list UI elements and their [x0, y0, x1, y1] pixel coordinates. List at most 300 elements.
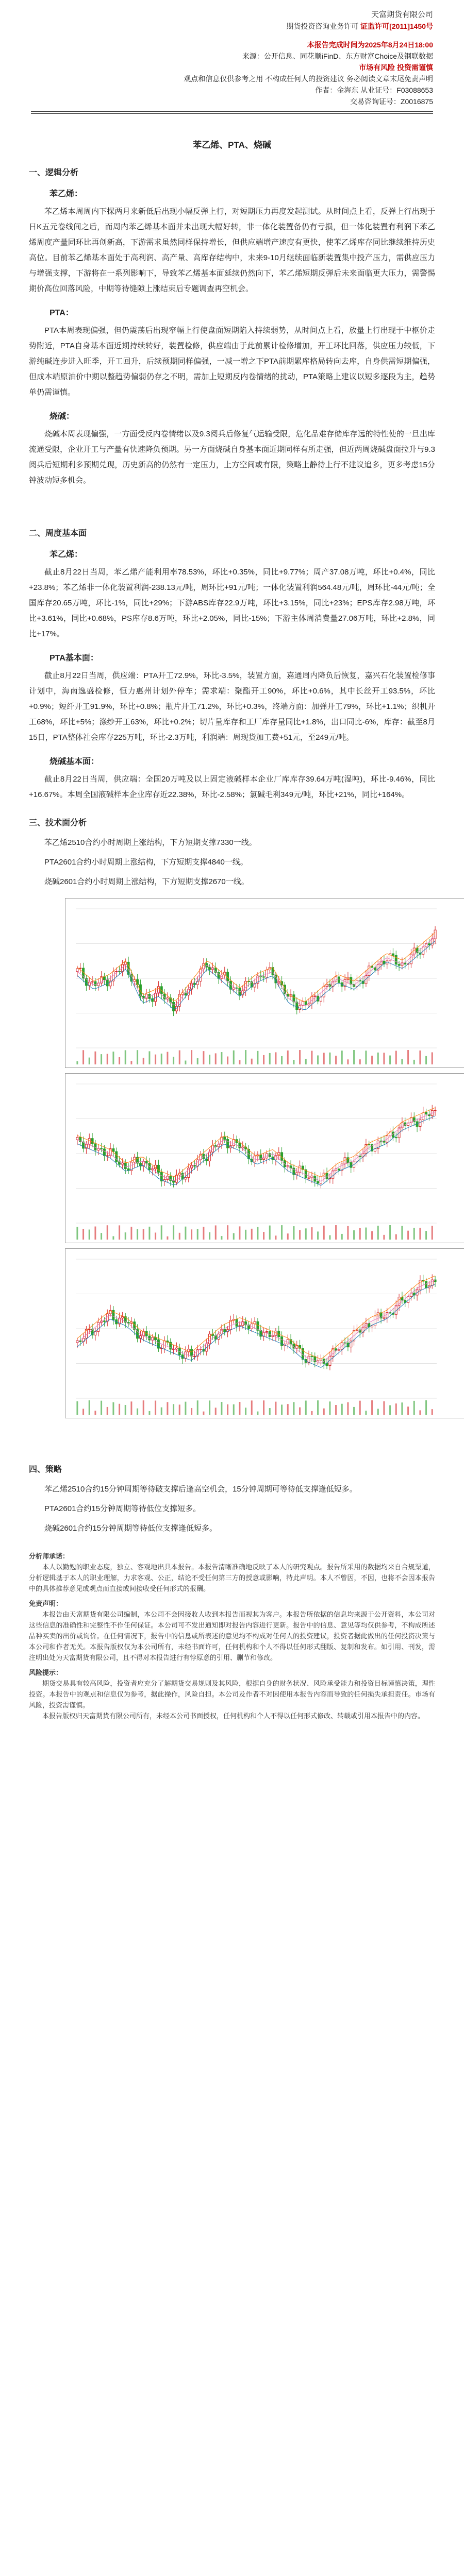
volume-bar — [112, 1236, 114, 1240]
volume-bar — [245, 1230, 246, 1240]
volume-bar — [197, 1229, 198, 1240]
candle-body — [112, 1149, 114, 1152]
volume-bar — [353, 1407, 355, 1415]
risk-warning-head: 风险提示： — [29, 1669, 63, 1676]
candle-body — [200, 969, 202, 981]
volume-bar — [245, 1408, 246, 1415]
volume-bar — [101, 1233, 102, 1240]
volume-bar — [335, 1056, 337, 1064]
candle-body — [76, 969, 78, 971]
volume-bar — [251, 1059, 253, 1064]
volume-bar — [329, 1235, 330, 1240]
volume-bar — [413, 1060, 415, 1064]
volume-bar — [269, 1226, 271, 1240]
candle-body — [193, 1165, 195, 1166]
candle-body — [260, 1330, 262, 1336]
candle-body — [233, 1140, 235, 1146]
volume-bar — [347, 1402, 349, 1415]
candle-body — [296, 1173, 298, 1175]
candle-body — [124, 962, 126, 964]
data-sources: 来源：公开信息、同花顺iFinD、东方财富Choice及钢联数据 — [242, 52, 433, 60]
volume-bar — [305, 1228, 307, 1240]
market-risk-warning: 市场有风险 投资需谨慎 — [359, 63, 433, 72]
candle-body — [209, 1334, 211, 1344]
volume-bar — [419, 1050, 421, 1064]
volume-bar — [377, 1409, 379, 1415]
volume-bar — [173, 1057, 174, 1064]
licence-row — [31, 21, 433, 32]
strategy-line-styrene: 苯乙烯2510合约15分钟周期等待破支撑后逢高空机会，15分钟周期可等待低支撑逢低短多。 — [44, 1485, 357, 1494]
candle-body — [88, 1139, 90, 1144]
volume-bar — [401, 1226, 403, 1240]
volume-bar — [432, 1226, 433, 1240]
candle-body — [398, 964, 400, 965]
volume-bar — [148, 1411, 150, 1415]
volume-bar — [137, 1229, 138, 1240]
candle-body — [88, 1329, 90, 1330]
candle-body — [121, 1317, 123, 1318]
volume-bar — [221, 1402, 222, 1415]
volume-bar — [185, 1227, 186, 1240]
consult-licence-line: 交易咨询证号：Z0016875 — [350, 97, 433, 106]
section-weekly-title: 二、周度基本面 — [29, 529, 87, 538]
candle-body — [224, 1329, 226, 1332]
volume-bar — [76, 1227, 78, 1240]
candle-body — [431, 1280, 433, 1285]
volume-bar — [371, 1400, 373, 1415]
volume-bar — [287, 1404, 289, 1415]
volume-bar — [311, 1227, 312, 1240]
candle-body — [338, 977, 340, 982]
candle-body — [395, 955, 397, 964]
volume-bar — [401, 1059, 403, 1064]
volume-bar — [432, 1053, 433, 1064]
volume-bar — [389, 1225, 391, 1240]
candle-body — [221, 1137, 223, 1144]
volume-bar — [119, 1404, 120, 1415]
volume-bar — [365, 1050, 367, 1064]
candle-body — [425, 1281, 427, 1288]
volume-bar — [287, 1233, 289, 1240]
volume-bar — [203, 1227, 204, 1240]
volume-bar — [395, 1051, 397, 1064]
volume-bar — [191, 1408, 192, 1415]
volume-bar — [263, 1400, 264, 1415]
logic-styrene-text: 苯乙烯本周周内下探两月来新低后出现小幅反弹上行，对短期压力再度发起测试。从时间点上看，反弹上行出现于日K五元卷线间之后，而周内苯乙烯基本面并未出现大幅好转，非一体化装置备仍有亏损，但一体化装置有利润下苯乙烯周度产量同环比再创新高，下游需求虽然同样保持增长，但供应端增产速度有更快，使苯乙烯库存同比继续维持历史高位。目前苯乙烯基本面处于高利润、高产量、高库存结构中，未来9-10月继续面临新装置集中投产压力，需供应压力与增强支撑，下游将在一系列影响下，导致苯乙烯基本面延续仍然向下，苯乙烯短期反弹后未来面临更大压力，需警惕期价高位回落风险，中期等待缝隙上涨结束后专题调查再空机会。 — [29, 207, 435, 293]
disclaimer-head: 免责声明： — [29, 1600, 63, 1607]
volume-bar — [365, 1228, 367, 1240]
volume-bar — [221, 1236, 222, 1240]
volume-bar — [215, 1225, 217, 1240]
volume-bar — [82, 1050, 84, 1064]
volume-bar — [245, 1050, 246, 1064]
volume-bar — [281, 1225, 283, 1240]
candle-body — [91, 1139, 93, 1144]
volume-bar — [425, 1400, 427, 1415]
section-tech-title: 三、技术面分析 — [29, 819, 87, 827]
volume-bar — [293, 1226, 294, 1240]
header-divider — [31, 111, 433, 112]
header-divider-secondary — [31, 113, 433, 114]
candle-body — [419, 1280, 421, 1290]
volume-bar — [335, 1225, 337, 1240]
volume-bar — [233, 1404, 235, 1415]
volume-bar — [179, 1050, 180, 1064]
candle-body — [266, 1331, 268, 1332]
candle-body — [94, 981, 96, 986]
volume-bar — [112, 1052, 114, 1064]
candle-body — [124, 1163, 126, 1168]
tech-line-styrene: 苯乙烯2510合约小时周期上涨结构，下方短期支撑7330一线。 — [44, 838, 257, 847]
candle-body — [320, 1177, 322, 1183]
volume-bar — [329, 1053, 330, 1064]
volume-bar — [377, 1226, 379, 1240]
soda-candlestick-chart — [65, 1248, 464, 1418]
candle-body — [119, 971, 121, 972]
candle-body — [233, 988, 235, 989]
strategy-line-pta: PTA2601合约15分钟周期等待低位支撑短多。 — [44, 1504, 201, 1513]
candle-body — [368, 1144, 370, 1145]
candle-body — [263, 1158, 265, 1160]
volume-bar — [161, 1054, 162, 1064]
candle-body — [209, 967, 211, 970]
volume-bar — [401, 1402, 403, 1415]
logic-pta-head: PTA： — [49, 309, 74, 317]
candle-body — [145, 1161, 147, 1163]
volume-bar — [155, 1232, 156, 1240]
volume-bar — [148, 1051, 150, 1064]
volume-bar — [130, 1061, 132, 1064]
volume-bar — [323, 1226, 325, 1240]
volume-bar — [329, 1401, 330, 1415]
volume-bar — [269, 1053, 271, 1064]
volume-bar — [263, 1055, 264, 1064]
weekly-soda-text: 截止8月22日当周，供应端：全国20万吨及以上固定液碱样本企业厂库库存39.64万吨(湿吨)，环比-9.46%，同比+16.67%。本周全国液碱样本企业库存近22.38%，环比-2.58%；氯碱毛利349元/吨，环比+21%，同比+164%。 — [29, 775, 435, 799]
candle-body — [76, 1137, 78, 1140]
volume-bar — [143, 1400, 144, 1415]
volume-bar — [432, 1409, 433, 1415]
volume-bar — [215, 1408, 217, 1415]
volume-bar — [215, 1053, 217, 1064]
candle-body — [308, 1004, 310, 1005]
volume-bar — [359, 1401, 361, 1415]
volume-bar — [209, 1400, 210, 1415]
copyright-text: 本报告版权归天富期货有限公司所有，未经本公司书面授权，任何机构和个人不得以任何形式修改、转载或引用本报告中的内容。 — [42, 1712, 425, 1720]
volume-bar — [137, 1409, 138, 1415]
candle-body — [428, 944, 430, 945]
tech-line-soda: 烧碱2601合约小时周期上涨结构，下方短期支撑2670一线。 — [44, 877, 249, 886]
analyst-commitment-head: 分析师承诺： — [29, 1552, 70, 1560]
candle-body — [185, 1352, 187, 1359]
volume-bar — [341, 1050, 343, 1064]
volume-bar — [101, 1054, 102, 1064]
volume-bar — [299, 1230, 301, 1240]
candle-body — [317, 1181, 319, 1183]
volume-bar — [407, 1231, 409, 1240]
styrene-candlestick-chart — [65, 898, 464, 1068]
volume-bar — [239, 1402, 240, 1415]
volume-bar — [82, 1229, 84, 1240]
pta-chart-svg — [65, 1074, 464, 1244]
volume-bar — [161, 1225, 162, 1240]
candle-body — [434, 1110, 436, 1111]
volume-bar — [137, 1050, 138, 1064]
volume-bar — [89, 1400, 90, 1415]
volume-bar — [395, 1234, 397, 1240]
candle-body — [350, 1163, 352, 1168]
section-strategy-title: 四、策略 — [29, 1465, 62, 1474]
candle-body — [82, 1142, 85, 1148]
candle-body — [344, 1158, 346, 1164]
volume-bar — [407, 1406, 409, 1415]
volume-bar — [347, 1059, 349, 1064]
volume-bar — [269, 1408, 271, 1415]
candle-body — [148, 1336, 151, 1340]
section-logic-title: 一、逻辑分析 — [29, 168, 79, 177]
weekly-pta-head: PTA基本面： — [49, 654, 98, 663]
volume-bar — [107, 1225, 108, 1240]
volume-bar — [221, 1052, 222, 1064]
candle-body — [137, 979, 139, 985]
volume-bar — [125, 1405, 126, 1415]
candle-body — [193, 1356, 195, 1357]
volume-bar — [130, 1401, 132, 1415]
candle-body — [101, 1148, 103, 1149]
candle-body — [227, 1140, 229, 1148]
risk-warning-text: 期货交易具有较高风险，投资者应充分了解期货交易规则及其风险，根据自身的财务状况、风险承受能力和投资目标谨慎决策，理性投资。本报告中的观点和信息仅为参考，据此操作，风险自担。本公司及作者不对因使用本报告内容而导致的任何损失承担责任。市场有风险，投资需谨慎。 — [29, 1680, 435, 1709]
volume-bar — [425, 1056, 427, 1064]
strategy-line-soda: 烧碱2601合约15分钟周期等待低位支撑逢低短多。 — [44, 1524, 218, 1533]
volume-bar — [203, 1051, 204, 1064]
volume-bar — [359, 1059, 361, 1064]
volume-bar — [143, 1058, 144, 1064]
volume-bar — [89, 1230, 90, 1240]
volume-bar — [365, 1411, 367, 1415]
volume-bar — [179, 1233, 180, 1240]
licence-number: 证监许可[2011]1450号 — [360, 22, 433, 30]
volume-bar — [94, 1411, 96, 1415]
moving-average-line — [77, 933, 435, 1002]
volume-bar — [275, 1052, 276, 1064]
weekly-soda-head: 烧碱基本面： — [49, 757, 100, 766]
volume-bar — [323, 1409, 325, 1415]
volume-bar — [107, 1054, 108, 1064]
volume-bar — [143, 1229, 144, 1240]
soda-chart-svg — [65, 1249, 464, 1419]
volume-bar — [317, 1400, 319, 1415]
logic-soda-head: 烧碱： — [49, 412, 75, 421]
volume-bar — [419, 1410, 421, 1415]
volume-bar — [389, 1056, 391, 1064]
volume-bar — [119, 1057, 120, 1064]
volume-bar — [425, 1231, 427, 1240]
candle-body — [242, 1147, 244, 1148]
volume-bar — [209, 1232, 210, 1240]
volume-bar — [263, 1232, 264, 1240]
weekly-styrene-text: 截止8月22日当周，苯乙烯产能利用率78.53%，环比+0.35%，同比+9.77%；周产37.08万吨，环比+0.4%，同比+23.8%；苯乙烯非一体化装置利润-238.13元/吨，周环比+91元/吨；一体化装置利润564.48元/吨，周环比-44元/吨；全国库存20.65万吨，环比-1%，同比+29%；下游ABS库存22.9万吨，环比+3.15%，同比+23%；EPS库存2.98万吨，环比+3.61%，同比+0.68%，PS库存8.6万吨，环比+2.05%，同比-15%；下游主体周消费量27.06万吨，环比+2.8%，同比+17%。 — [29, 568, 435, 638]
candle-body — [410, 954, 412, 964]
candle-body — [115, 1151, 118, 1162]
volume-bar — [317, 1056, 319, 1064]
candle-body — [163, 1341, 165, 1348]
disclaimer-notice: 观点和信息仅供参考之用 不构成任何人的投资建议 务必阅读文章末尾免责声明 — [184, 75, 433, 83]
licence-prefix: 期货投资咨询业务许可 — [286, 22, 359, 30]
volume-bar — [281, 1056, 283, 1064]
volume-bar — [359, 1228, 361, 1240]
candle-body — [356, 1156, 358, 1162]
volume-bar — [341, 1404, 343, 1415]
candle-body — [350, 977, 352, 985]
disclaimer-block — [29, 1551, 435, 1721]
volume-bar — [293, 1060, 294, 1064]
volume-bar — [371, 1056, 373, 1064]
volume-bar — [275, 1402, 276, 1415]
volume-bar — [167, 1052, 168, 1064]
chart-area — [65, 898, 435, 1418]
volume-bar — [167, 1402, 168, 1415]
volume-bar — [287, 1050, 289, 1064]
volume-bar — [209, 1055, 210, 1064]
volume-bar — [155, 1401, 156, 1415]
candle-body — [392, 954, 394, 955]
candle-body — [196, 981, 198, 985]
volume-bar — [148, 1227, 150, 1240]
volume-bar — [197, 1058, 198, 1064]
volume-bar — [389, 1405, 391, 1415]
volume-bar — [119, 1225, 120, 1240]
volume-bar — [353, 1050, 355, 1064]
candle-body — [175, 1348, 177, 1349]
volume-bar — [413, 1228, 415, 1240]
volume-bar — [299, 1050, 301, 1064]
styrene-chart-svg — [65, 899, 464, 1069]
volume-bar — [125, 1232, 126, 1240]
volume-bar — [257, 1227, 258, 1240]
document-title: 苯乙烯、PTA、烧碱 — [193, 140, 271, 150]
candle-body — [103, 977, 105, 980]
volume-bar — [371, 1231, 373, 1240]
candle-body — [155, 1337, 157, 1340]
volume-bar — [251, 1400, 253, 1415]
volume-bar — [107, 1407, 108, 1415]
weekly-styrene-head: 苯乙烯： — [49, 550, 83, 559]
candle-body — [308, 1356, 310, 1362]
candle-body — [103, 1149, 105, 1156]
report-body — [0, 166, 464, 1721]
publish-time: 本报告完成时间为2025年8月24日18:00 — [307, 41, 433, 49]
volume-bar — [203, 1412, 204, 1415]
volume-bar — [167, 1236, 168, 1240]
tech-line-pta: PTA2601合约小时周期上涨结构，下方短期支撑4840一线。 — [44, 858, 248, 867]
volume-bar — [395, 1403, 397, 1415]
candle-body — [338, 1169, 340, 1171]
volume-bar — [161, 1408, 162, 1415]
candle-body — [425, 1112, 427, 1114]
weekly-pta-text: 截止8月22日当周，供应端：PTA开工72.9%，环比-3.5%，装置方面，嘉通周内降负后恢复，嘉兴石化装置检修事计划中，海南逸盛检修，恒力惠州计划外停车；需求端：聚酯开工90%，环比+0.6%，其中长丝开工93.5%，环比+0.9%；短纤开工91.9%，环比+0.8%；瓶片开工71.2%，环比+0.3%，终端方面：加弹开工79%，环比+1.1%；织机开工68%，环比+5%；涤纱开工63%，环比+0.2%；切片量库存和工厂库存量同比+1.8%，出口同比-6%，库存：截至8月15日，PTA整体社会库存225万吨，环比-2.3万吨，利润端：周现货加工费+51元，至249元/吨。 — [29, 671, 435, 742]
volume-bar — [335, 1405, 337, 1415]
report-header — [0, 0, 464, 107]
volume-bar — [173, 1225, 174, 1240]
volume-bar — [281, 1404, 283, 1415]
candle-body — [419, 1120, 421, 1127]
candle-body — [173, 1003, 175, 1011]
volume-bar — [311, 1411, 312, 1415]
volume-bar — [191, 1050, 192, 1064]
logic-soda-text: 烧碱本周表现偏强，一方面受反内卷情绪以及9.3阅兵后修复气运输受限，危化品难存储库存远的特性使的一旦出库流通受限，企业开工与产量有快速降负预期。另一方面烧碱自身基本面近期同样有所走强，但近两周烧碱盘面拉升与9.3阅兵后短期利多预期兑现，历史新高的仍然有一定压力，上方空间或有限，策略上静待上行不建议追多，更多考虑15分钟波动短多机会。 — [29, 430, 435, 485]
pta-candlestick-chart — [65, 1073, 464, 1243]
volume-bar — [383, 1401, 385, 1415]
volume-bar — [353, 1230, 355, 1240]
author-line: 作者：金海东 从业证号：F03088653 — [315, 86, 433, 94]
volume-bar — [155, 1055, 156, 1064]
volume-bar — [317, 1231, 319, 1240]
volume-bar — [407, 1050, 409, 1064]
candle-body — [371, 1326, 373, 1327]
candle-body — [91, 981, 93, 982]
volume-bar — [101, 1401, 102, 1415]
volume-bar — [94, 1227, 96, 1240]
candle-body — [157, 1165, 159, 1172]
volume-bar — [251, 1229, 253, 1240]
candle-body — [305, 1002, 307, 1005]
volume-bar — [76, 1401, 78, 1415]
candle-body — [79, 968, 81, 969]
candle-body — [242, 1321, 244, 1326]
volume-bar — [227, 1225, 228, 1240]
volume-bar — [383, 1235, 385, 1240]
volume-bar — [227, 1404, 228, 1415]
candle-body — [224, 1137, 226, 1139]
volume-bar — [227, 1057, 228, 1064]
company-name: 天富期货有限公司 — [371, 10, 433, 19]
volume-bar — [233, 1233, 235, 1240]
volume-bar — [94, 1052, 96, 1064]
logic-styrene-head: 苯乙烯： — [49, 190, 83, 198]
candle-body — [185, 1177, 187, 1179]
volume-bar — [305, 1401, 307, 1415]
volume-bar — [191, 1229, 192, 1240]
volume-bar — [89, 1058, 90, 1064]
disclaimer-text: 本报告由天富期货有限公司编制，本公司不会因接收人收到本报告而视其为客户。本报告所依据的信息均来源于公开资料，本公司对这些信息的准确性和完整性不作任何保证。本公司可不发出通知即对报告内容进行更新。报告中的信息、意见等均仅供参考，不构成所述品种买卖的出价或询价。在任何情况下，报告中的信息或所表述的意见均不构成对任何人的投资建议，投资者据此做出的任何投资决策与本公司和作者无关。本报告版权仅为本公司所有，未经书面许可，任何机构和个人不得以任何形式翻版、复制和发布。如引用、刊发，需注明出处为天富期货有限公司，且不得对本报告进行有悖原意的引用、删节和修改。 — [29, 1611, 435, 1662]
analyst-commitment-text: 本人以勤勉的职业态度，独立、客观地出具本报告。本报告清晰准确地反映了本人的研究观点。报告所采用的数据均来自合规渠道，分析逻辑基于本人的职业理解，力求客观、公正，结论不受任何第三方的授意或影响，特此声明。本人不曾因，不因，也将不会因本报告中的具体推荐意见或观点而直接或间接收受任何形式的报酬。 — [29, 1563, 435, 1592]
volume-bar — [323, 1053, 325, 1064]
volume-bar — [130, 1227, 132, 1240]
moving-average-line — [77, 1116, 435, 1185]
candle-body — [311, 1356, 313, 1357]
logic-pta-text: PTA本周表现偏强，但仍震荡后出现窄幅上行使盘面短期陷入持续弱势，从时间点上看，放量上行出现于中枢价走势附近，PTA自身基本面近期持续转好，装置检修，供应端由于此前累计检修增加，开工环比回落，供应压力较低，下游纯碱连步进入旺季，开工回升，后续预期同样偏强，一减一增之下PTA前期累库格局转向去库，自身供需短期偏强，但成本端原油价中期以整趋势偏弱仍存之不明，需加上短期反内卷情绪的扰动，PTA策略上建议以短多逐段为主，趋势单仍需谨慎。 — [29, 326, 435, 397]
candle-body — [338, 1349, 340, 1350]
volume-bar — [311, 1051, 312, 1064]
volume-bar — [173, 1404, 174, 1415]
volume-bar — [112, 1402, 114, 1415]
candle-body — [106, 980, 108, 986]
volume-bar — [257, 1412, 258, 1415]
volume-bar — [82, 1409, 84, 1415]
volume-bar — [377, 1053, 379, 1064]
volume-bar — [76, 1061, 78, 1064]
volume-bar — [185, 1402, 186, 1415]
volume-bar — [125, 1050, 126, 1064]
volume-bar — [233, 1050, 235, 1064]
volume-bar — [383, 1053, 385, 1064]
volume-bar — [341, 1234, 343, 1240]
volume-bar — [185, 1061, 186, 1064]
volume-bar — [347, 1226, 349, 1240]
volume-bar — [299, 1408, 301, 1415]
volume-bar — [293, 1402, 294, 1415]
volume-bar — [305, 1059, 307, 1064]
volume-bar — [197, 1400, 198, 1415]
